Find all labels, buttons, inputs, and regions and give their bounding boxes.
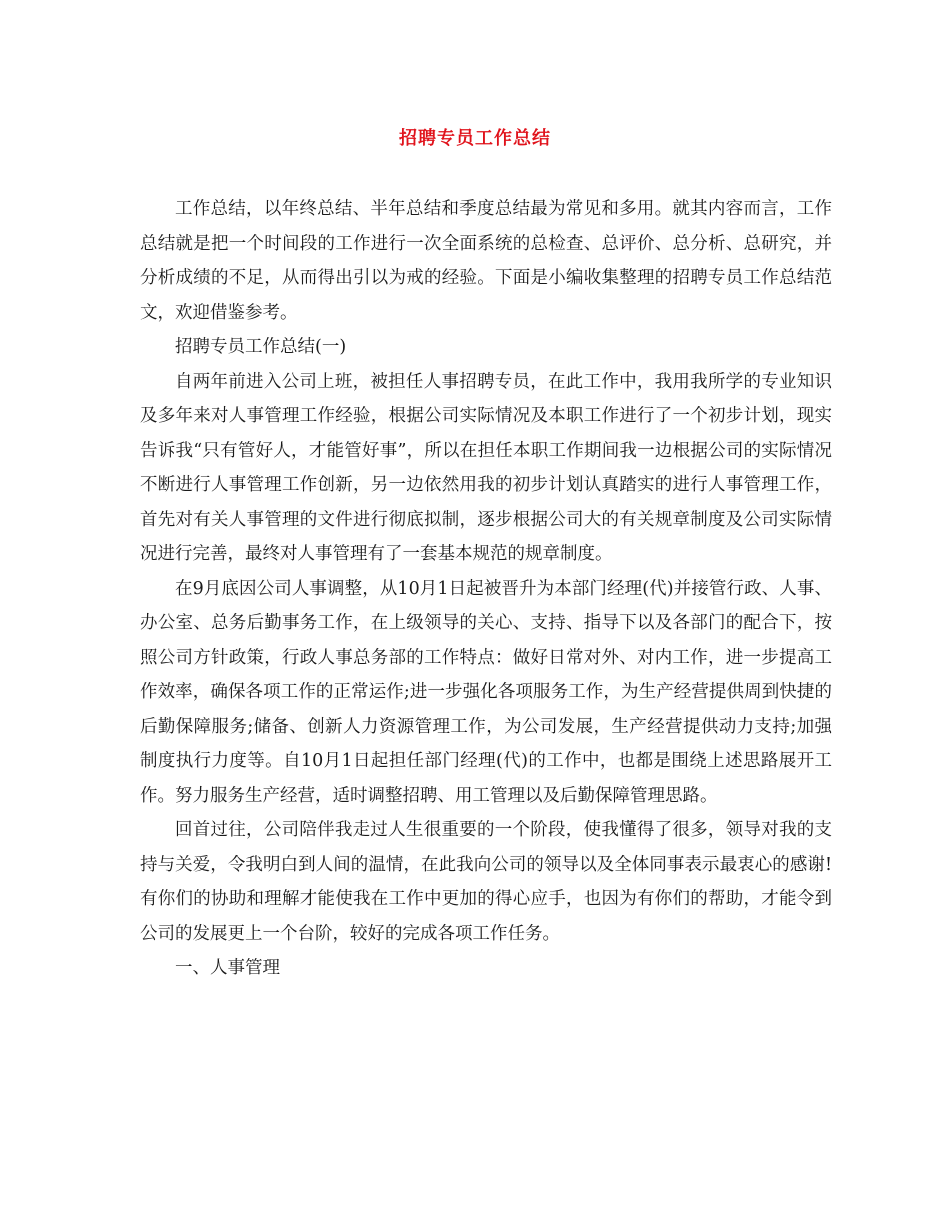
body-paragraph: 在9月底因公司人事调整，从10月1日起被晋升为本部门经理(代)并接管行政、人事、办公室、总务后勤事务工作，在上级领导的关心、支持、指导下以及各部门的配合下，按照公司方针政策，行政人事总务部的工作特点：做好日常对外、对内工作，进一步提高工作效率，确保各项工作的正常运作;进一步强化各项服务工作，为生产经营提供周到快捷的后勤保障服务;储备、创新人力资源管理工作，为公司发展，生产经营提供动力支持;加强制度执行力度等。自10月1日起担任部门经理(代)的工作中，也都是围绕上述思路展开工作。努力服务生产经营，适时调整招聘、用工管理以及后勤保障管理思路。: [140, 578, 832, 806]
document-title: 招聘专员工作总结: [399, 128, 551, 149]
subsection-heading: 一、人事管理: [175, 958, 280, 978]
intro-paragraph: 工作总结，以年终总结、半年总结和季度总结最为常见和多用。就其内容而言，工作总结就是把一个时间段的工作进行一次全面系统的总检查、总评价、总分析、总研究，并分析成绩的不足，从而得出引以为戒的经验。下面是小编收集整理的招聘专员工作总结范文，欢迎借鉴参考。: [140, 199, 832, 323]
body-paragraph: 回首过往，公司陪伴我走过人生很重要的一个阶段，使我懂得了很多，领导对我的支持与关爱，令我明白到人间的温情，在此我向公司的领导以及全体同事表示最衷心的感谢!有你们的协助和理解才能使我在工作中更加的得心应手，也因为有你们的帮助，才能令到公司的发展更上一个台阶，较好的完成各项工作任务。: [140, 820, 832, 944]
body-paragraph: 自两年前进入公司上班，被担任人事招聘专员，在此工作中，我用我所学的专业知识及多年来对人事管理工作经验，根据公司实际情况及本职工作进行了一个初步计划，现实告诉我“只有管好人，才能管好事”，所以在担任本职工作期间我一边根据公司的实际情况不断进行人事管理工作创新，另一边依然用我的初步计划认真踏实的进行人事管理工作，首先对有关人事管理的文件进行彻底拟制，逐步根据公司大的有关规章制度及公司实际情况进行完善，最终对人事管理有了一套基本规范的规章制度。: [140, 371, 832, 564]
section-heading-1: 招聘专员工作总结(一): [175, 337, 347, 357]
document-body: [140, 192, 832, 986]
